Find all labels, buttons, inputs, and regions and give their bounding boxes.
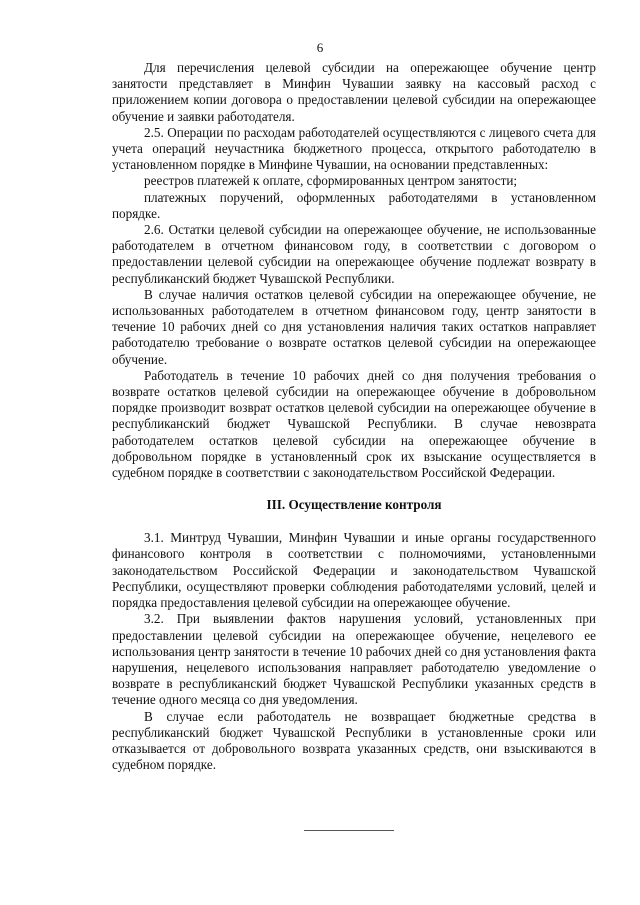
document-body (112, 60, 596, 773)
paragraph: 3.2. При выявлении фактов нарушения условий, установленных при предоставлении целевой субсидии на опережающее обучение, нецелевого ее использования центр занятости в течение 10 рабочих дней со дня установления факта нарушения, нецелевого использования направляет работодателю уведомление о возврате в республиканский бюджет Чувашской Республики указанных средств в течение одного месяца со дня уведомления. (112, 611, 596, 708)
paragraph: реестров платежей к оплате, сформированных центром занятости; (144, 173, 518, 189)
page-number: 6 (316, 40, 324, 55)
paragraph: Работодатель в течение 10 рабочих дней со дня получения требования о возврате остатков целевой субсидии на опережающее обучение в добровольном порядке производит возврат остатков целевой субсидии на опережающее обучение в республиканский бюджет Чувашской Республики. В случае невозврата работодателем остатков целевой субсидии на опережающее обучение в добровольном порядке в установленный срок их взыскание осуществляется в судебном порядке в соответствии с законодательством Российской Федерации. (112, 367, 596, 481)
paragraph: 3.1. Минтруд Чувашии, Минфин Чувашии и иные органы государственного финансового контроля в соответствии с полномочиями, установленными законодательством Российской Федерации и законодательством Чувашской Республики, осуществляют проверки соблюдения работодателями условий, целей и порядка предоставления целевой субсидии на опережающее обучение. (112, 530, 596, 611)
paragraph: В случае если работодатель не возвращает бюджетные средства в республиканский бюджет Чувашской Республики в установленные сроки или отказывается от добровольного возврата указанных средств, они взыскиваются в судебном порядке. (112, 708, 596, 773)
paragraph: платежных поручений, оформленных работодателями в установленном порядке. (112, 189, 596, 221)
paragraph: 2.6. Остатки целевой субсидии на опережающее обучение, не использованные работодателем в отчетном финансовом году, в соответствии с договором о предоставлении целевой субсидии на опережающее обучение подлежат возврату в республиканский бюджет Чувашской Республики. (112, 222, 596, 286)
section-heading: III. Осуществление контроля (266, 497, 442, 513)
paragraph: В случае наличия остатков целевой субсидии на опережающее обучение, не использованных работодателем в отчетном финансовом году, центр занятости в течение 10 рабочих дней со дня установления наличия таких остатков направляет работодателю требование о возврате остатков целевой субсидии на опережающее обучение. (112, 286, 596, 367)
end-divider (304, 830, 394, 831)
paragraph: Для перечисления целевой субсидии на опережающее обучение центр занятости представляет в Минфин Чувашии заявку на кассовый расход с приложением копии договора о предоставлении целевой субсидии на опережающее обучение и заявки работодателя. (112, 60, 596, 124)
paragraph: 2.5. Операции по расходам работодателей осуществляются с лицевого счета для учета операций неучастника бюджетного процесса, открытого работодателю в установленном порядке в Минфине Чувашии, на основании представленных: (112, 124, 596, 173)
